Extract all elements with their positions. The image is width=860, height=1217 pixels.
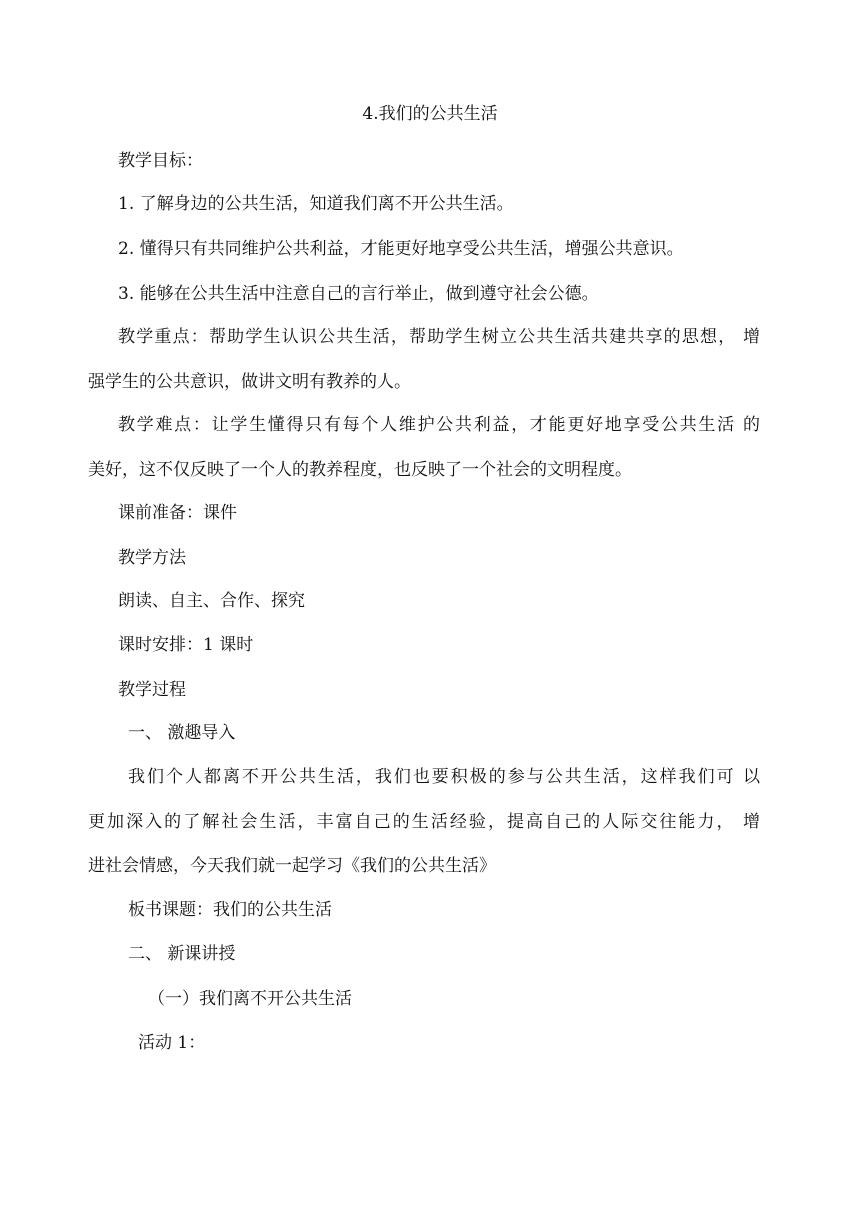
goal-item: 3. 能够在公共生活中注意自己的言行举止，做到遵守社会公德。 (118, 284, 599, 304)
goals-heading: 教学目标： (118, 151, 203, 171)
methods: 朗读、自主、合作、探究 (118, 591, 305, 611)
difficulty-line: 美好，这不仅反映了一个人的教养程度，也反映了一个社会的文明程度。 (88, 460, 632, 480)
key-points-line: 强学生的公共意识，做讲文明有教养的人。 (88, 372, 411, 392)
intro-line: 更加深入的了解社会生活，丰富自己的生活经验，提高自己的人际交往能力， 增 (88, 812, 760, 832)
schedule: 课时安排：1 课时 (118, 635, 254, 655)
intro-line: 进社会情感，今天我们就一起学习《我们的公共生活》 (88, 856, 496, 876)
document-title: 4.我们的公共生活 (362, 104, 498, 124)
board-title: 板书课题：我们的公共生活 (128, 900, 332, 920)
subsection-heading: （一）我们离不开公共生活 (148, 989, 352, 1009)
section-heading: 二、 新课讲授 (128, 944, 236, 964)
methods-heading: 教学方法 (118, 548, 186, 568)
section-heading: 一、 激趣导入 (128, 723, 236, 743)
goal-item: 2. 懂得只有共同维护公共利益，才能更好地享受公共生活，增强公共意识。 (118, 239, 684, 259)
difficulty-line: 教学难点：让学生懂得只有每个人维护公共利益，才能更好地享受公共生活 的 (118, 415, 760, 435)
process-heading: 教学过程 (118, 680, 186, 700)
key-points-line: 教学重点：帮助学生认识公共生活，帮助学生树立公共生活共建共享的思想， 增 (118, 327, 760, 347)
goal-item: 1. 了解身边的公共生活，知道我们离不开公共生活。 (118, 194, 514, 214)
preparation: 课前准备：课件 (118, 503, 237, 523)
activity-label: 活动 1： (138, 1033, 206, 1053)
intro-line: 我们个人都离不开公共生活，我们也要积极的参与公共生活，这样我们可 以 (128, 767, 760, 787)
